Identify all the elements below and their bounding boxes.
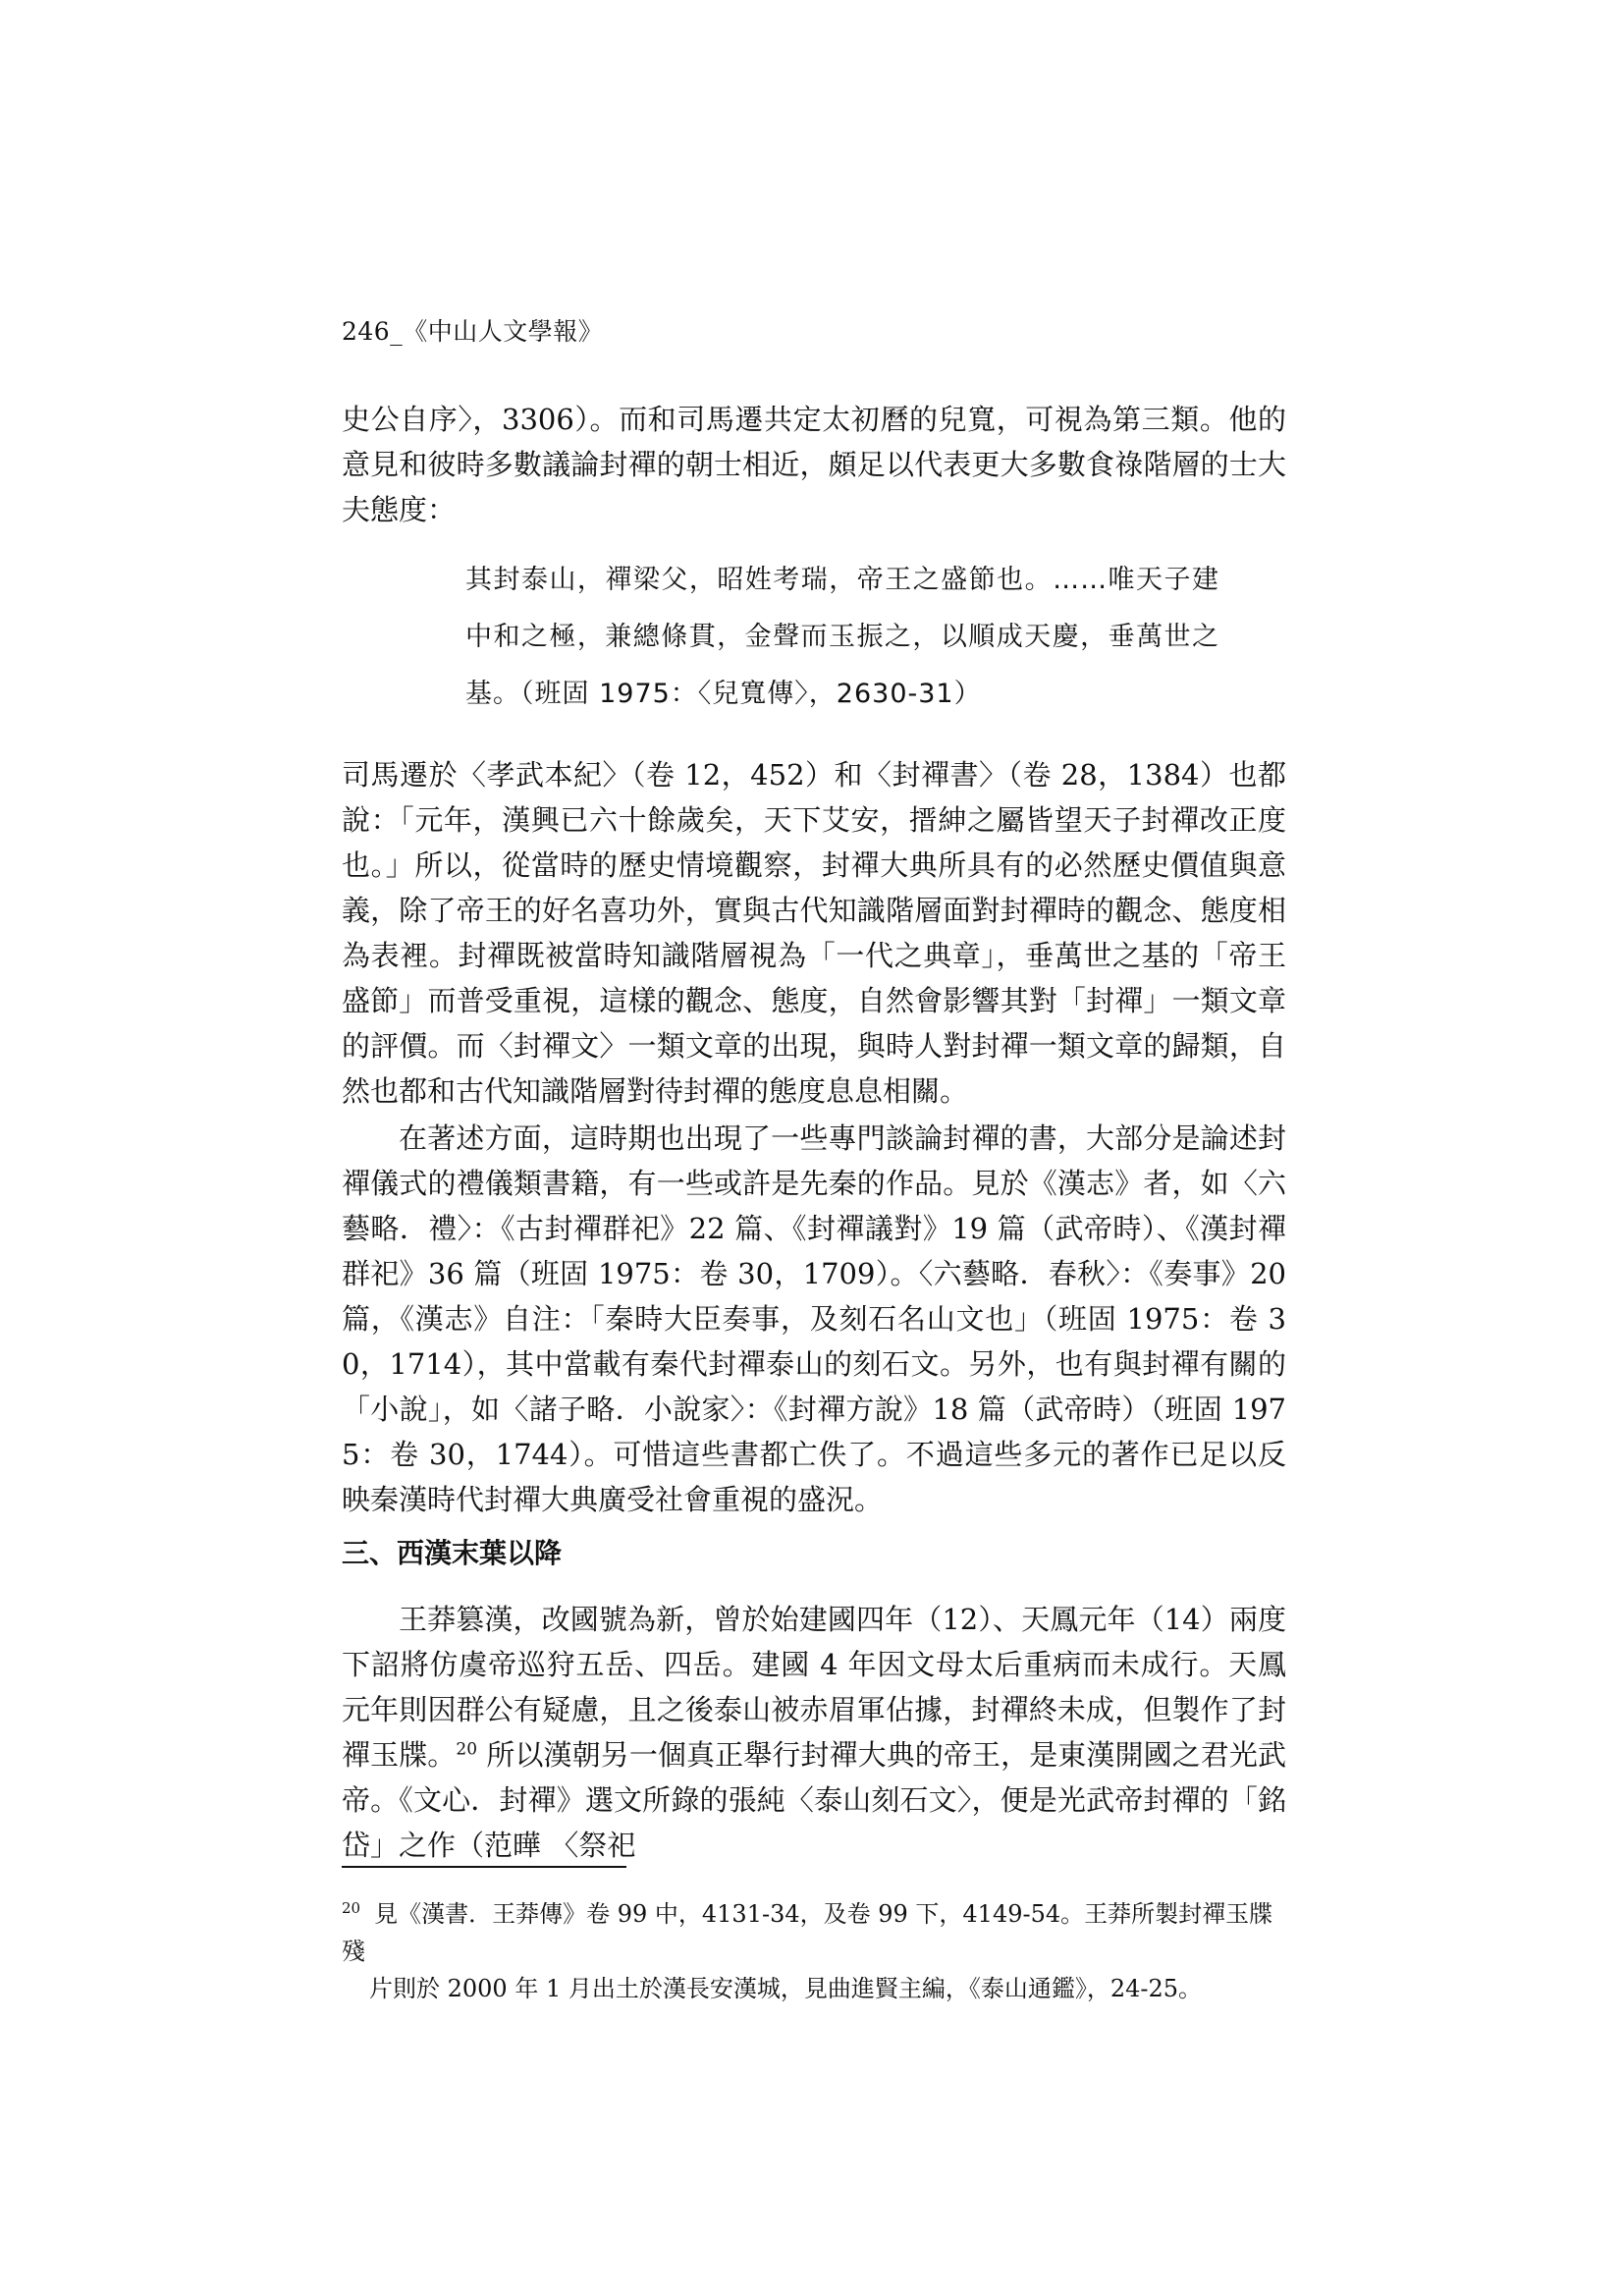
paragraph-2-text: 司馬遷於〈孝武本紀〉（卷 12，452）和〈封禪書〉（卷 28，1384）也都說：「元年，漢興已六十餘歲矣，天下艾安，搢紳之屬皆望天子封禪改正度也。」所以，從當時的歷史情境觀察，封禪大典所具有的必然歷史價值與意義，除了帝王的好名喜功外，實與古代知識階層面對封禪時的觀念、態度相為表裡。封禪既被當時知識階層視為「一代之典章」，垂萬世之基的「帝王盛節」而普受重視，這樣的觀念、態度，自然會影響其對「封禪」一類文章的評價。而〈封禪文〉一類文章的出現，與時人對封禪一類文章的歸類，自然也都和古代知識階層對待封禪的態度息息相關。: [342, 758, 1286, 1108]
journal-title: _《中山人文學報》: [390, 317, 604, 346]
paragraph-4-part-b: 所以漢朝另一個真正舉行封禪大典的帝王，是東漢開國之君光武帝。《文心．封禪》選文所錄的張純〈泰山刻石文〉，便是光武帝封禪的「銘岱」之作（范曄 〈祭祀: [342, 1738, 1286, 1862]
paragraph-3-text: 在著述方面，這時期也出現了一些專門談論封禪的書，大部分是論述封禪儀式的禮儀類書籍，有一些或許是先秦的作品。見於《漢志》者，如〈六藝略．禮〉：《古封禪群祀》22 篇、《封禪議對》19 篇（武帝時）、《漢封禪群祀》36 篇（班固 1975：卷 30，1709）。〈六藝略．春秋〉：《奏事》20 篇，《漢志》自注：「秦時大臣奏事，及刻石名山文也」（班固 1975：卷 30，1714），其中當載有秦代封禪泰山的刻石文。另外，也有與封禪有關的「小說」，如〈諸子略．小說家〉：《封禪方說》18 篇（武帝時）（班固 1975：卷 30，1744）。可惜這些書都亡佚了。不過這些多元的著作已足以反映秦漢時代封禪大典廣受社會重視的盛況。: [342, 1121, 1286, 1516]
paragraph-4: [342, 1597, 1286, 1868]
paragraph-3: [342, 1116, 1286, 1522]
section-heading: 三、西漢末葉以降: [342, 1537, 563, 1569]
footnote-reference[interactable]: 20: [456, 1739, 478, 1760]
footnote-line-1: 見《漢書．王莽傳》卷 99 中，4131-34，及卷 99 下，4149-54。王莽所製封禪玉牒殘: [342, 1900, 1273, 1965]
paragraph-4-text: [342, 1597, 1286, 1868]
block-quote: 其封泰山，禪梁父，昭姓考瑞，帝王之盛節也。……唯天子建中和之極，兼總條貫，金聲而玉振之，以順成天慶，垂萬世之基。（班固 1975：〈兒寬傳〉，2630-31）: [465, 565, 1219, 709]
paragraph-1-text: 史公自序〉，3306）。而和司馬遷共定太初曆的兒寬，可視為第三類。他的意見和彼時多數議論封禪的朝士相近，頗足以代表更大多數食祿階層的士大夫態度：: [342, 403, 1286, 526]
footnote-20: [342, 1889, 1286, 2007]
paragraph-2: [342, 752, 1286, 1114]
footnote-number: 20: [342, 1899, 361, 1917]
footnote-line-2: 片則於 2000 年 1 月出土於漢長安漢城，見曲進賢主編，《泰山通鑑》，24-25。: [369, 1975, 1203, 2002]
paragraph-4-part-a: 王莽篡漢，改國號為新，曾於始建國四年（12）、天鳳元年（14）兩度下詔將仿虞帝巡狩五岳、四岳。建國 4 年因文母太后重病而未成行。天鳳元年則因群公有疑慮，且之後泰山被赤眉軍佔據，封禪終未成，但製作了封禪玉牒。: [342, 1603, 1286, 1772]
paragraph-1: [342, 397, 1286, 532]
running-header: [342, 312, 603, 348]
footnote-divider: [342, 1866, 626, 1868]
page-number: 246: [342, 317, 391, 346]
